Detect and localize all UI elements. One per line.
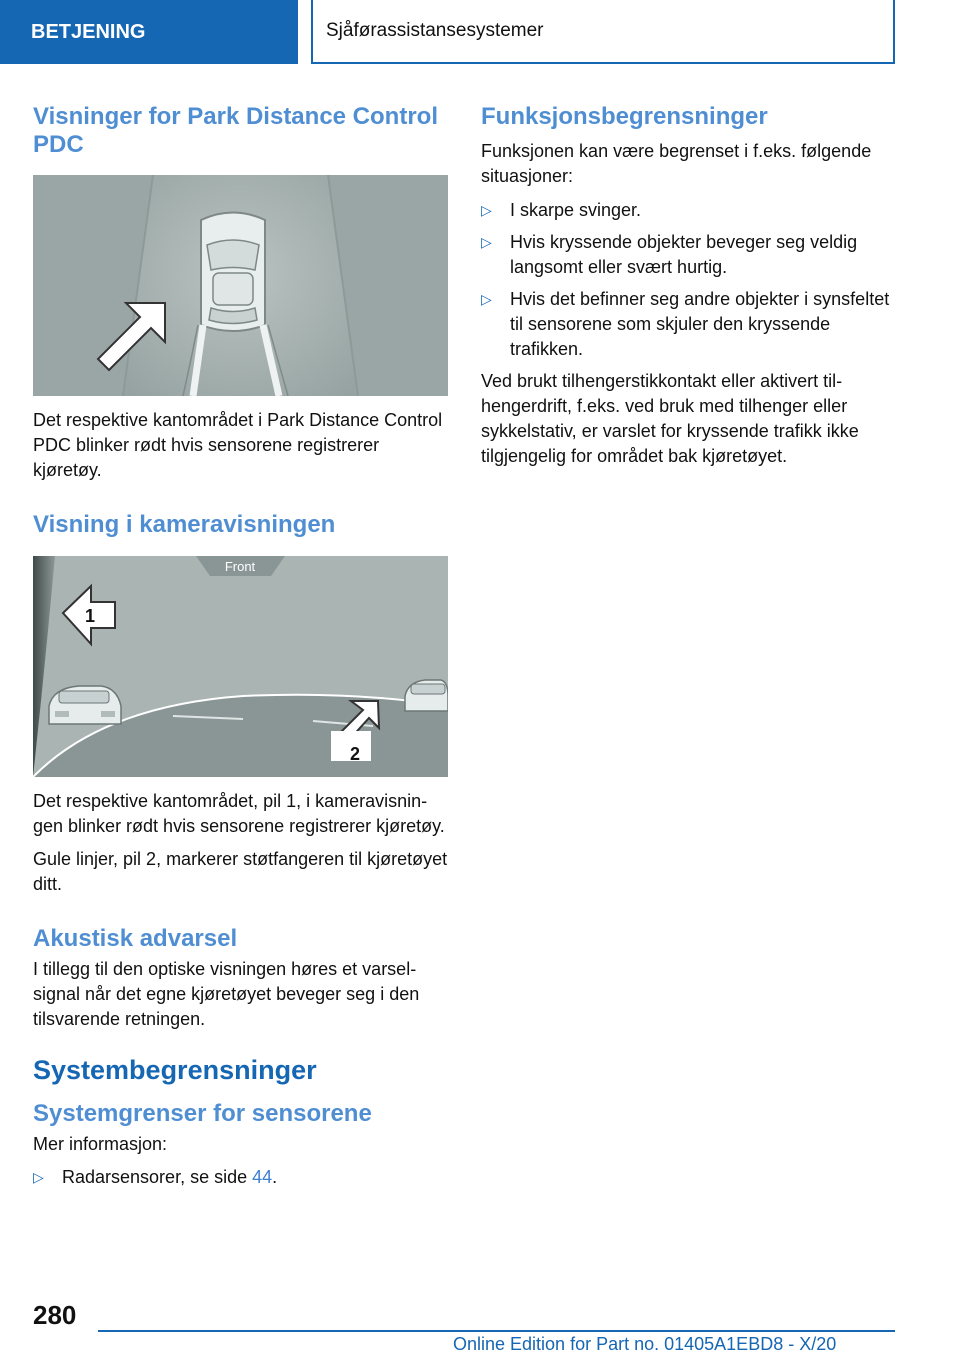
camera-heading: Visning i kameravisningen bbox=[33, 511, 336, 538]
car-top-view bbox=[201, 213, 265, 332]
arrow-2-label: 2 bbox=[349, 744, 361, 764]
camera-figure bbox=[33, 556, 448, 777]
car-left bbox=[49, 686, 121, 724]
camera-text-1: Det respektive kantområdet, pil 1, i kameravisningen blinker rødt hvis sensorene registrerer kjøretøy. bbox=[33, 791, 445, 836]
sensor-item-text: Radarsensorer, se side bbox=[62, 1167, 253, 1187]
arrow-1-label: 1 bbox=[84, 606, 96, 626]
section-tab bbox=[0, 0, 298, 64]
func-intro: Funksjonen kan være begrenset i f.eks. følgende situasjoner: bbox=[481, 141, 872, 186]
section-label: BETJENING bbox=[31, 20, 146, 43]
sensor-intro: Mer informasjon: bbox=[33, 1134, 168, 1154]
page-number: 280 bbox=[33, 1300, 77, 1330]
page-link[interactable]: 44 bbox=[252, 1167, 273, 1187]
pdc-illustration bbox=[33, 175, 448, 396]
pdc-text: Det respektive kantområdet i Park Distance Control PDC blinker rødt hvis sensorene registrerer kjøretøy. bbox=[33, 410, 443, 480]
limits-heading: Systembegrensninger bbox=[33, 1055, 317, 1085]
list-item bbox=[33, 1165, 448, 1190]
right-column bbox=[481, 102, 901, 469]
acoustic-heading: Akustisk advarsel bbox=[33, 925, 238, 952]
camera-illustration bbox=[33, 556, 448, 777]
left-column bbox=[33, 102, 448, 1190]
acoustic-text: I tillegg til den optiske visningen høres et varselsignal når det egne kjøretøyet beveger seg i den tilsvarende retningen. bbox=[33, 959, 420, 1029]
list-item bbox=[481, 198, 901, 223]
bullet-text: Hvis det befinner seg andre objekter i synsfeltet til sensorene som skjuler den kryssende trafikken. bbox=[510, 289, 890, 359]
list-item bbox=[481, 230, 901, 280]
pdc-figure bbox=[33, 175, 448, 396]
func-list bbox=[481, 198, 901, 362]
sensor-item-end: . bbox=[272, 1167, 278, 1187]
footer-divider bbox=[98, 1330, 895, 1332]
pdc-heading: Visninger for Park Distance Control PDC bbox=[33, 103, 438, 158]
list-item bbox=[481, 287, 901, 362]
triangle-bullet-icon: ▷ bbox=[481, 291, 492, 307]
edition-text: Online Edition for Part no. 01405A1EBD8 - X/20 bbox=[453, 1334, 837, 1354]
func-heading: Funksjonsbegrensninger bbox=[481, 103, 768, 130]
triangle-bullet-icon: ▷ bbox=[481, 202, 492, 218]
chapter-label: Sjåførassistansesystemer bbox=[326, 20, 544, 41]
bullet-text: I skarpe svinger. bbox=[510, 200, 642, 220]
sensor-heading: Systemgrenser for sensorene bbox=[33, 1100, 372, 1127]
bullet-text: Hvis kryssende objekter beveger seg veldig langsomt eller svært hurtig. bbox=[510, 232, 858, 277]
chapter-tab bbox=[311, 0, 895, 64]
sensor-list bbox=[33, 1165, 448, 1190]
triangle-bullet-icon: ▷ bbox=[33, 1169, 44, 1185]
trailer-text: Ved brukt tilhengerstikkontakt eller aktivert tilhengerdrift, f.eks. ved bruk med tilhenger eller sykkelstativ, er varslet for kryssende trafikk ikke tilgjengelig for området bak kjøretøyet. bbox=[481, 371, 859, 466]
triangle-bullet-icon: ▷ bbox=[481, 234, 492, 250]
front-label: Front bbox=[224, 559, 256, 574]
camera-text-2: Gule linjer, pil 2, markerer støtfangeren til kjøretøyet ditt. bbox=[33, 849, 448, 894]
car-right bbox=[405, 680, 448, 711]
